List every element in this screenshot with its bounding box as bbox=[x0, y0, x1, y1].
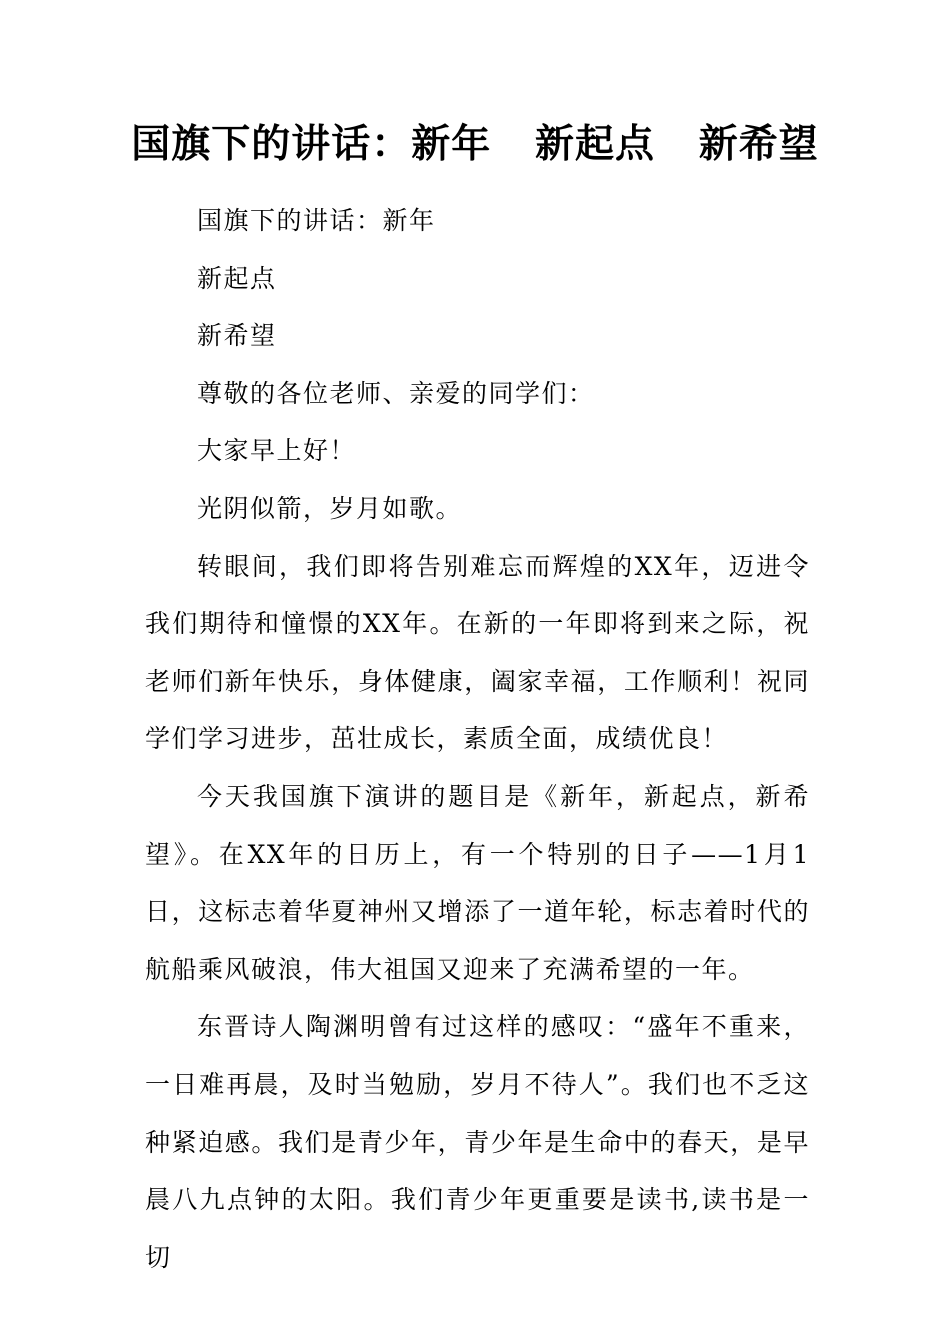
paragraph-opening: 光阴似箭，岁月如歌。 bbox=[197, 493, 463, 523]
document-body bbox=[145, 192, 810, 1286]
paragraph-speech-topic: 今天我国旗下演讲的题目是《新年，新起点，新希望》。在XX年的日历上，有一个特别的日子——1月1日，这标志着华夏神州又增添了一道年轮，标志着时代的航船乘风破浪，伟大祖国又迎来了充满希望的一年。 bbox=[145, 781, 810, 984]
paragraph-heading-line-2: 新起点 bbox=[197, 263, 277, 293]
paragraph-greeting: 大家早上好！ bbox=[197, 436, 357, 466]
document-title: 国旗下的讲话：新年 新起点 新希望 bbox=[131, 121, 819, 167]
paragraph-new-year-wishes: 转眼间，我们即将告别难忘而辉煌的XX年，迈进令我们期待和憧憬的XX年。在新的一年即将到来之际，祝老师们新年快乐，身体健康，阖家幸福，工作顺利！祝同学们学习进步，茁壮成长，素质全面，成绩优良！ bbox=[145, 551, 810, 754]
paragraph-heading-line-3: 新希望 bbox=[197, 321, 277, 351]
paragraph-heading-line-1: 国旗下的讲话：新年 bbox=[197, 206, 436, 235]
paragraph-salutation: 尊敬的各位老师、亲爱的同学们： bbox=[197, 378, 595, 408]
paragraph-poem-quote: 东晋诗人陶渊明曾有过这样的感叹：“盛年不重来，一日难再晨，及时当勉励，岁月不待人”。我们也不乏这种紧迫感。我们是青少年，青少年是生命中的春天，是早晨八九点钟的太阳。我们青少年更重要是读书,读书是一切 bbox=[145, 1012, 810, 1272]
